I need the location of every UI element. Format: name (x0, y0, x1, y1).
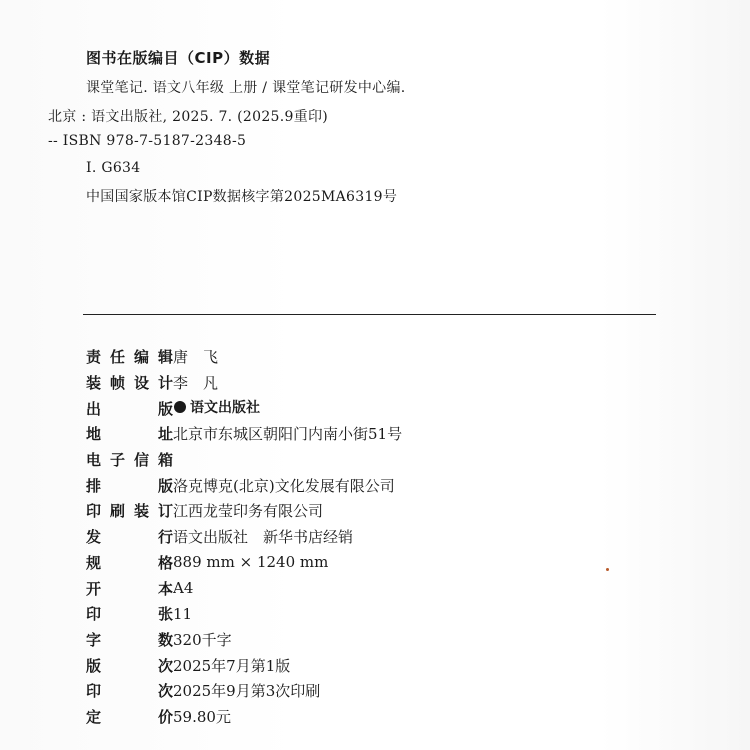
info-row (86, 652, 402, 678)
info-label (86, 475, 173, 496)
info-label-char: 出 (86, 399, 102, 418)
info-label-char: 印 (86, 502, 102, 521)
info-label-char: 次 (157, 682, 173, 701)
info-label (86, 629, 173, 650)
info-label-char: 定 (86, 707, 102, 726)
cip-classification-line: Ⅰ. G634 (86, 160, 141, 176)
info-row (86, 627, 402, 653)
cip-record-number-line: 中国国家版本馆CIP数据核字第2025MA6319号 (86, 189, 398, 205)
info-value: 北京市东城区朝阳门内南小街51号 (173, 425, 403, 444)
info-value: 2025年9月第3次印刷 (173, 682, 321, 701)
info-label-char: 址 (157, 425, 173, 444)
info-row (86, 524, 402, 550)
info-label (86, 552, 173, 573)
info-label-char: 次 (157, 656, 173, 675)
info-label-char: 设 (133, 374, 149, 393)
info-row (86, 395, 402, 421)
info-label-char: 电 (86, 451, 102, 470)
cip-publication-line: 北京 : 语文出版社, 2025. 7. (2025.9重印) (48, 109, 329, 125)
info-value: 语文出版社 新华书店经销 (173, 528, 354, 547)
info-row (86, 344, 402, 370)
info-label-char: 张 (157, 605, 173, 624)
info-label-char: 任 (109, 348, 125, 367)
info-label-char: 字 (86, 630, 102, 649)
info-label-char: 价 (157, 707, 173, 726)
info-value: 889 mm × 1240 mm (173, 553, 329, 572)
info-row (86, 704, 402, 730)
info-label-char: 版 (157, 399, 173, 418)
info-label-char: 地 (86, 425, 102, 444)
info-label-char: 信 (133, 451, 149, 470)
info-row (86, 601, 402, 627)
info-label-char: 版 (86, 656, 102, 675)
info-value: A4 (173, 579, 194, 598)
info-label-char: 版 (157, 476, 173, 495)
info-label (86, 603, 173, 624)
info-row (86, 370, 402, 396)
info-label-char: 印 (86, 682, 102, 701)
info-label-char: 本 (157, 579, 173, 598)
info-label (86, 346, 173, 367)
info-row (86, 447, 402, 473)
info-label (86, 372, 173, 393)
info-value: 唐 飞 (173, 348, 219, 367)
info-label (86, 398, 173, 419)
cip-title-line: 课堂笔记. 语文八年级 上册 / 课堂笔记研发中心编. (86, 80, 406, 96)
info-row (86, 421, 402, 447)
info-label-char: 箱 (157, 451, 173, 470)
info-label (86, 449, 173, 470)
cip-heading: 图书在版编目（CIP）数据 (86, 49, 271, 67)
info-value: 320千字 (173, 630, 232, 649)
info-label-char: 订 (157, 502, 173, 521)
divider-rule (83, 314, 656, 315)
info-label-char: 数 (157, 630, 173, 649)
info-label-char: 装 (86, 374, 102, 393)
info-label-char: 帧 (109, 374, 125, 393)
publisher-logo-text: 语文出版社 (190, 400, 260, 417)
info-value: 59.80元 (173, 707, 231, 726)
info-row (86, 498, 402, 524)
publication-info-table (86, 344, 402, 729)
info-row (86, 550, 402, 576)
info-value: 2025年7月第1版 (173, 656, 291, 675)
info-label-char: 规 (86, 553, 102, 572)
info-value: 11 (173, 604, 193, 623)
info-value: 李 凡 (173, 374, 219, 393)
info-label-char: 开 (86, 579, 102, 598)
info-row (86, 678, 402, 704)
publisher-logo (173, 397, 260, 419)
info-label-char: 责 (86, 348, 102, 367)
info-label (86, 655, 173, 676)
info-label-char: 行 (157, 528, 173, 547)
info-row (86, 575, 402, 601)
info-label-char: 印 (86, 605, 102, 624)
info-label (86, 680, 173, 701)
info-label-char: 格 (157, 553, 173, 572)
info-value: 洛克博克(北京)文化发展有限公司 (173, 476, 395, 495)
info-label-char: 刷 (109, 502, 125, 521)
info-label-char: 排 (86, 476, 102, 495)
info-label-char: 计 (157, 374, 173, 393)
info-label (86, 706, 173, 727)
info-label (86, 423, 173, 444)
info-label-char: 辑 (157, 348, 173, 367)
info-label-char: 编 (133, 348, 149, 367)
info-label (86, 526, 173, 547)
publisher-emblem-icon (173, 399, 187, 415)
info-label (86, 500, 173, 521)
info-value: 江西龙莹印务有限公司 (173, 502, 324, 521)
info-label (86, 578, 173, 599)
info-row (86, 472, 402, 498)
cip-isbn-line: -- ISBN 978-7-5187-2348-5 (48, 133, 247, 149)
paper-speck (606, 568, 609, 571)
info-label-char: 发 (86, 528, 102, 547)
info-label-char: 装 (133, 502, 149, 521)
info-label-char: 子 (109, 451, 125, 470)
